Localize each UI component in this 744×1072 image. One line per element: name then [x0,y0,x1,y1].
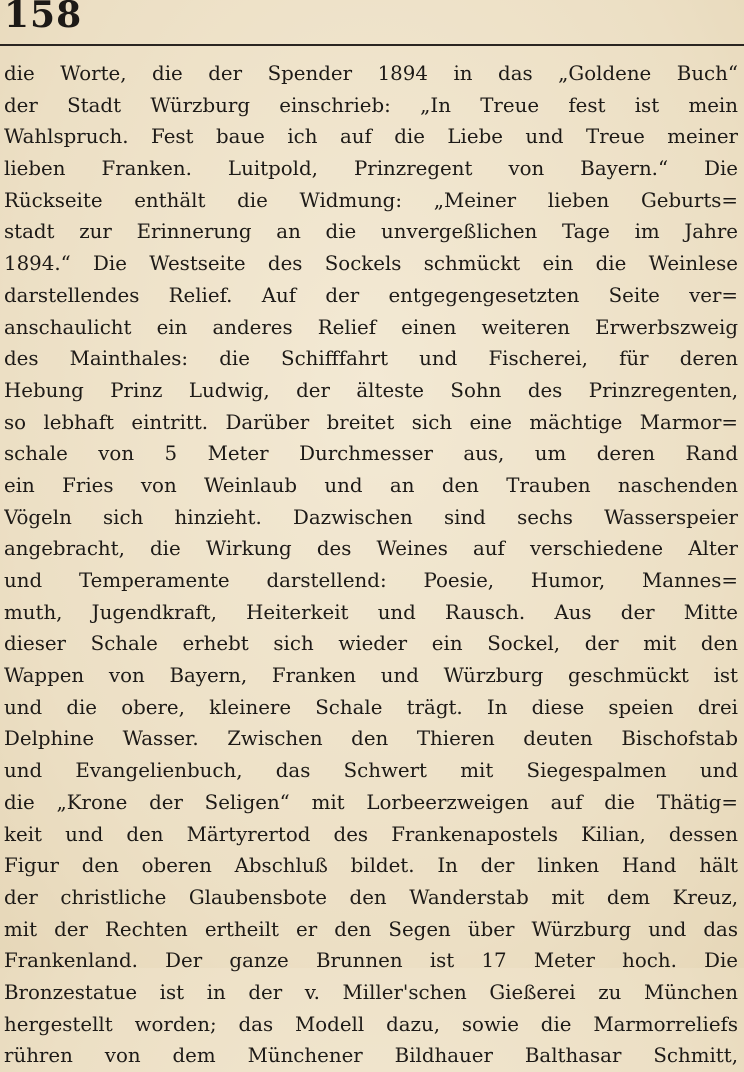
text-line: mit der Rechten ertheilt er den Segen über Würzburg und das [4,917,738,941]
text-line: dieser Schale erhebt sich wieder ein Sockel, der mit den [4,632,738,656]
text-line: Bronzestatue ist in der v. Miller'schen Gießerei zu München [4,980,738,1004]
text-line: Figur den oberen Abschluß bildet. In der linken Hand hält [4,854,738,878]
text-line: Vögeln sich hinzieht. Dazwischen sind sechs Wasserspeier [4,505,738,529]
text-line: muth, Jugendkraft, Heiterkeit und Rausch. Aus der Mitte [4,600,738,624]
text-line: Frankenland. Der ganze Brunnen ist 17 Meter hoch. Die [4,949,738,973]
text-line: anschaulicht ein anderes Relief einen weiteren Erwerbszweig [4,315,738,339]
text-line: schale von 5 Meter Durchmesser aus, um deren Rand [4,442,738,466]
text-line: Delphine Wasser. Zwischen den Thieren deuten Bischofstab [4,727,738,751]
text-line: Wahlspruch. Fest baue ich auf die Liebe und Treue meiner [4,125,738,149]
text-line: hergestellt worden; das Modell dazu, sowie die Marmorreliefs [4,1012,738,1036]
text-line: und Evangelienbuch, das Schwert mit Siegespalmen und [4,759,738,783]
text-line: Hebung Prinz Ludwig, der älteste Sohn des Prinzregenten, [4,378,738,402]
text-line: des Mainthales: die Schifffahrt und Fischerei, für deren [4,347,738,371]
text-line: lieben Franken. Luitpold, Prinzregent von Bayern.“ Die [4,157,738,181]
text-line: der Stadt Würzburg einschrieb: „In Treue fest ist mein [4,93,738,117]
text-line: keit und den Märtyrertod des Frankenapostels Kilian, dessen [4,822,738,846]
text-line: rühren von dem Münchener Bildhauer Balthasar Schmitt, [4,1044,738,1068]
text-line: die „Krone der Seligen“ mit Lorbeerzweigen auf die Thätig= [4,790,738,814]
text-line: Rückseite enthält die Widmung: „Meiner lieben Geburts= [4,188,738,212]
header-rule [0,44,744,46]
text-line: ein Fries von Weinlaub und an den Trauben naschenden [4,473,738,497]
text-line: 1894.“ Die Westseite des Sockels schmückt ein die Weinlese [4,252,738,276]
text-line: Wappen von Bayern, Franken und Würzburg geschmückt ist [4,664,738,688]
text-line: stadt zur Erinnerung an die unvergeßlichen Tage im Jahre [4,220,738,244]
text-line: der christliche Glaubensbote den Wanderstab mit dem Kreuz, [4,885,738,909]
text-line: angebracht, die Wirkung des Weines auf verschiedene Alter [4,537,738,561]
text-body [4,58,738,1072]
text-line: die Worte, die der Spender 1894 in das „Goldene Buch“ [4,62,738,85]
text-line: so lebhaft eintritt. Darüber breitet sich eine mächtige Marmor= [4,410,738,434]
text-line: und die obere, kleinere Schale trägt. In diese speien drei [4,695,738,719]
text-line: und Temperamente darstellend: Poesie, Humor, Mannes= [4,569,738,592]
text-line: darstellendes Relief. Auf der entgegengesetzten Seite ver= [4,283,738,307]
page-number: 158 [4,0,83,36]
